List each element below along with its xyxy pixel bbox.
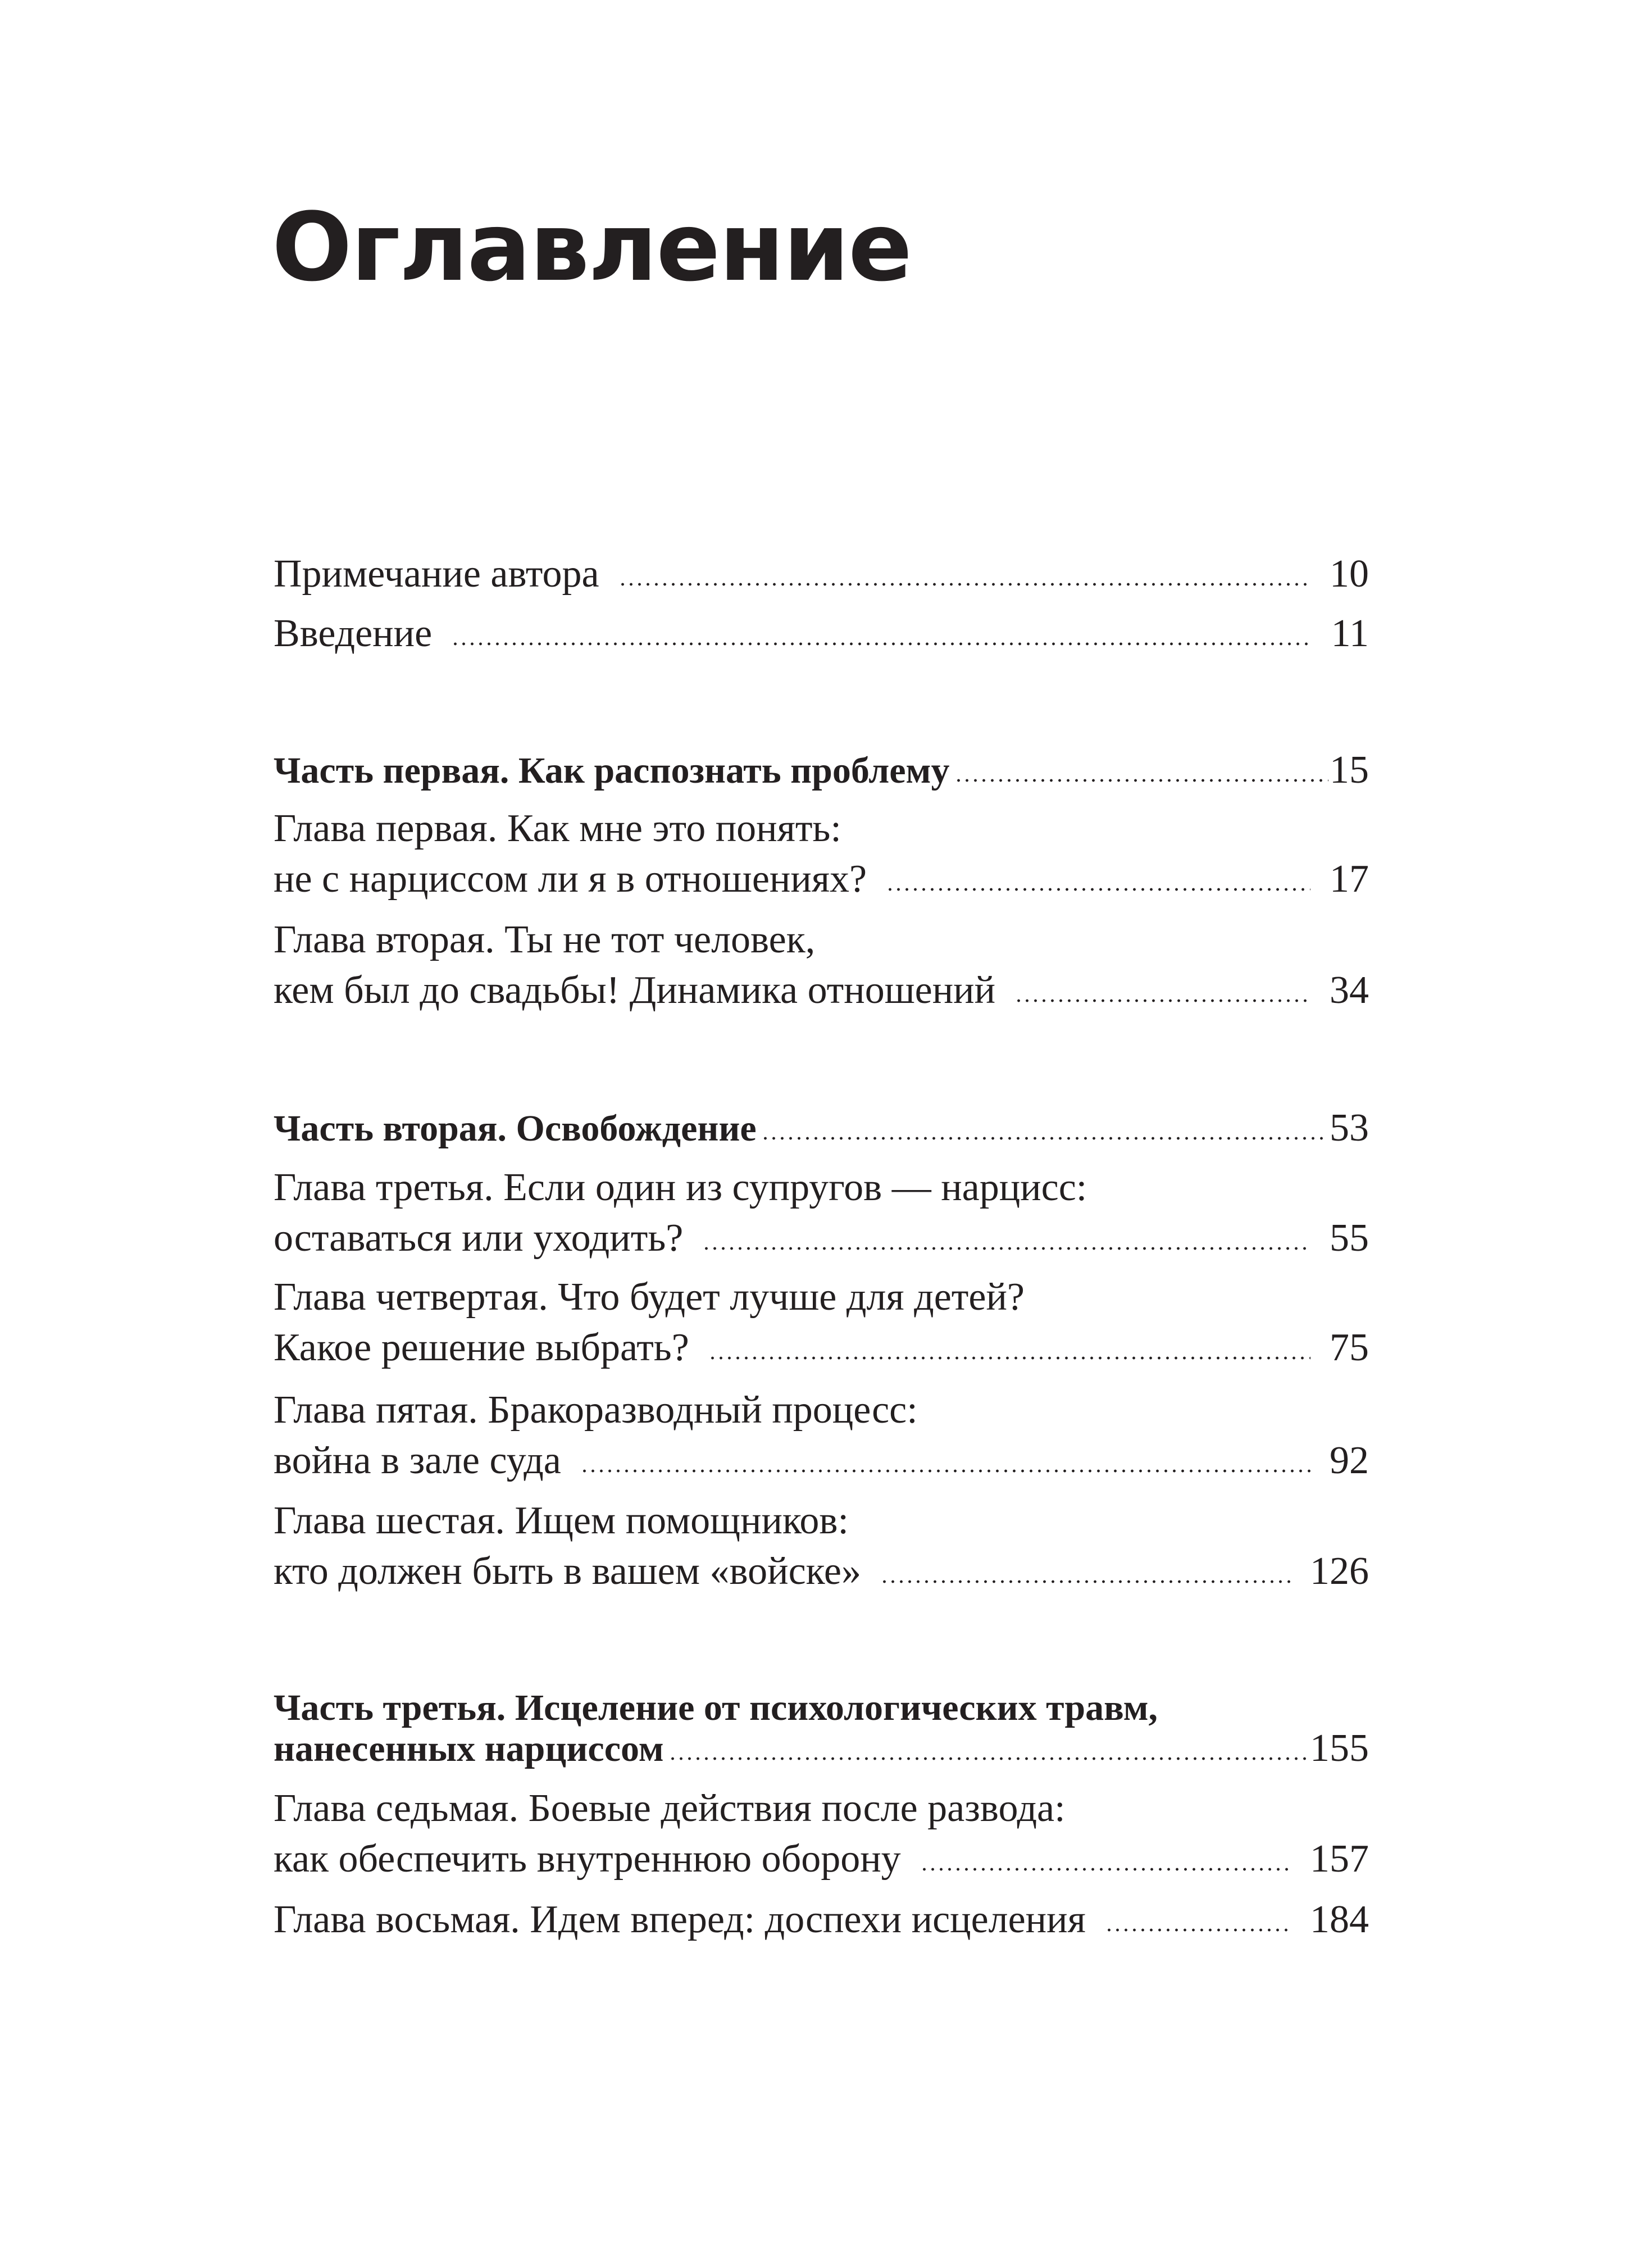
entry-row [274, 608, 1369, 659]
entry-title-line: Глава первая. Как мне это понять: [274, 807, 841, 850]
page-number: 55 [1330, 1216, 1369, 1260]
entry-title-line: Глава вторая. Ты не тот человек, [274, 918, 816, 961]
entry-title-line: Глава третья. Если один из супругов — нарцисс: [274, 1166, 1087, 1209]
dot-leader [886, 880, 1310, 892]
dot-leader [954, 771, 1328, 783]
toc-chapter-entry[interactable] [274, 915, 1369, 1016]
toc-chapter-entry[interactable] [274, 1895, 1369, 1945]
entry-title-line: кто должен быть в вашем «войске» [274, 1550, 861, 1593]
entry-row [274, 854, 1369, 905]
toc-part-entry[interactable] [274, 745, 1369, 796]
entry-row [274, 1895, 1369, 1945]
dot-leader [668, 1750, 1309, 1761]
entry-row [274, 549, 1369, 600]
page-number: 157 [1310, 1837, 1369, 1881]
page-number: 126 [1310, 1550, 1369, 1593]
toc-chapter-entry[interactable] [274, 549, 1369, 600]
page-number: 155 [1310, 1727, 1369, 1770]
entry-title-line: не с нарциссом ли я в отношениях? [274, 857, 867, 901]
toc-chapter-entry[interactable] [274, 608, 1369, 659]
entry-title-line: война в зале суда [274, 1439, 561, 1482]
entry-title-line: кем был до свадьбы! Динамика отношений [274, 969, 996, 1012]
toc-part-entry[interactable] [274, 1688, 1369, 1769]
page-number: 17 [1330, 857, 1369, 901]
entry-row [274, 1323, 1369, 1373]
entry-title-line: Глава седьмая. Боевые действия после развода: [274, 1787, 1066, 1830]
entry-row [274, 1728, 1369, 1769]
entry-title-line: нанесенных нарциссом [274, 1728, 664, 1769]
entry-row [274, 1436, 1369, 1486]
toc-chapter-entry[interactable] [274, 1496, 1369, 1597]
dot-leader [580, 1462, 1310, 1473]
entry-title-line: как обеспечить внутреннюю оборону [274, 1837, 901, 1881]
page-number: 15 [1330, 748, 1369, 792]
dot-leader [708, 1349, 1310, 1360]
page-number: 10 [1330, 552, 1369, 596]
entry-title-line: Какое решение выбрать? [274, 1326, 689, 1369]
page-number: 92 [1330, 1439, 1369, 1482]
page-number: 53 [1330, 1106, 1369, 1150]
entry-title-line: оставаться или уходить? [274, 1216, 684, 1260]
toc-chapter-entry[interactable] [274, 803, 1369, 905]
toc-part-entry[interactable] [274, 1103, 1369, 1154]
entry-title-line: Примечание автора [274, 552, 599, 596]
toc-chapter-entry[interactable] [274, 1272, 1369, 1373]
dot-leader [761, 1129, 1328, 1141]
entry-row [274, 1834, 1369, 1884]
entry-title-line: Часть вторая. Освобождение [274, 1108, 757, 1149]
entry-title-line: Глава восьмая. Идем вперед: доспехи исцеления [274, 1898, 1086, 1941]
toc-chapter-entry[interactable] [274, 1162, 1369, 1264]
entry-title-line: Глава четвертая. Что будет лучше для детей? [274, 1275, 1025, 1319]
toc-chapter-entry[interactable] [274, 1385, 1369, 1486]
page-number: 11 [1331, 612, 1369, 655]
entry-row [274, 745, 1369, 796]
entry-row [274, 965, 1369, 1016]
dot-leader [451, 635, 1312, 646]
entry-row [274, 1546, 1369, 1597]
entry-title-line: Часть третья. Исцеление от психологических травм, [274, 1687, 1158, 1728]
dot-leader [880, 1573, 1291, 1584]
dot-leader [1014, 992, 1310, 1003]
entry-title-line: Глава шестая. Ищем помощников: [274, 1499, 849, 1542]
entry-row [274, 1213, 1369, 1264]
dot-leader [702, 1239, 1310, 1251]
toc-chapter-entry[interactable] [274, 1783, 1369, 1884]
entry-row [274, 1103, 1369, 1154]
page-number: 184 [1310, 1898, 1369, 1941]
page-title: Оглавление [272, 192, 912, 302]
page-number: 75 [1330, 1326, 1369, 1369]
entry-title-line: Глава пятая. Бракоразводный процесс: [274, 1388, 918, 1432]
dot-leader [920, 1860, 1291, 1872]
entry-title-line: Введение [274, 612, 433, 655]
entry-title-line: Часть первая. Как распознать проблему [274, 750, 950, 791]
dot-leader [1105, 1921, 1291, 1932]
page-number: 34 [1330, 969, 1369, 1012]
dot-leader [618, 575, 1310, 587]
